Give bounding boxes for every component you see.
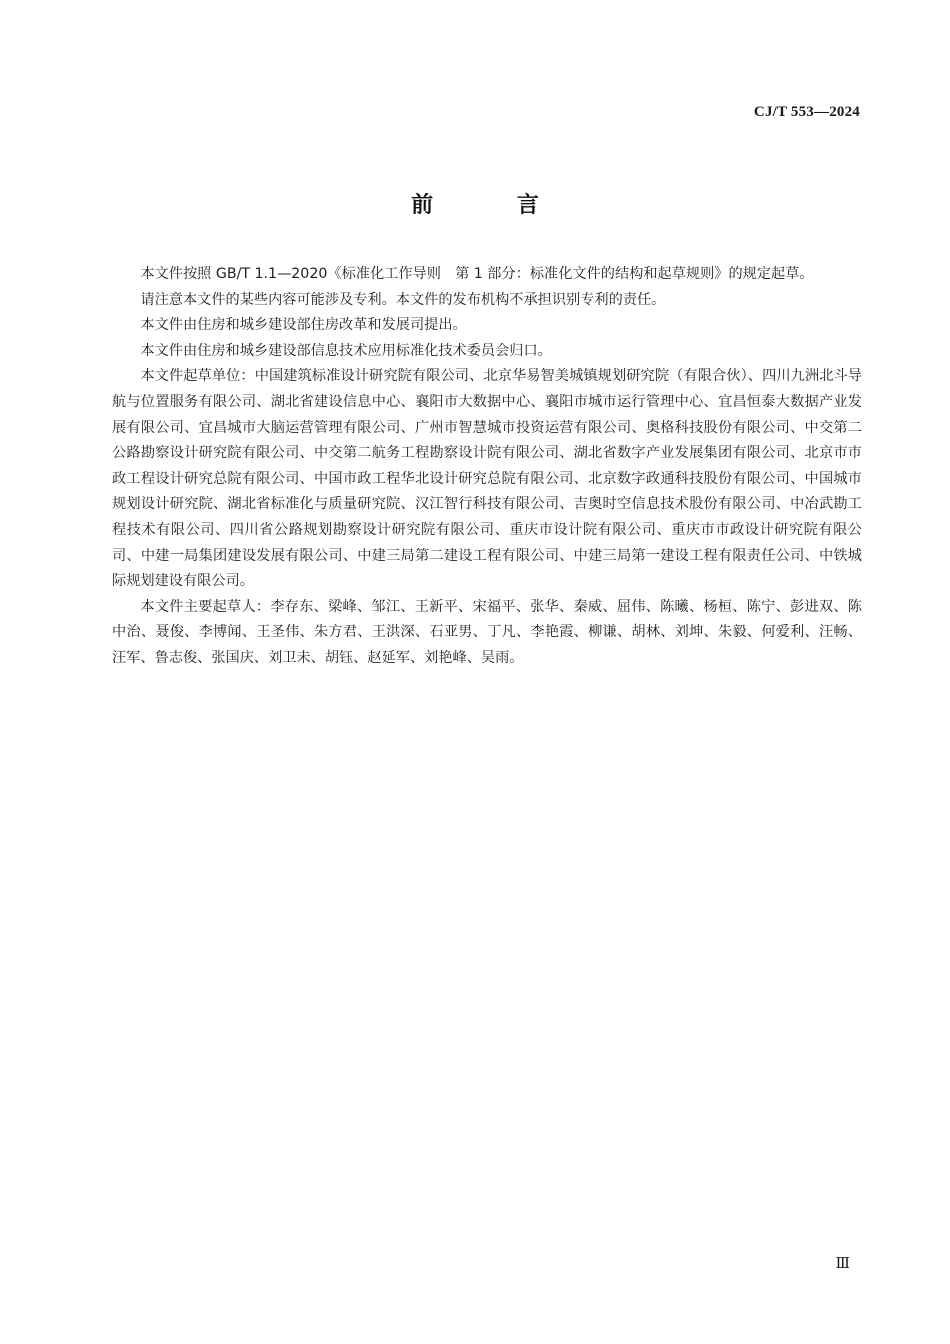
foreword-body [112, 262, 862, 672]
standard-code: CJ/T 553—2024 [753, 104, 860, 120]
paragraph-main-drafters: 本文件主要起草人：李存东、梁峰、邹江、王新平、宋福平、张华、秦威、屈伟、陈曦、杨桓、陈宁、彭进双、陈中治、聂俊、李博闻、王圣伟、朱方君、王洪深、石亚男、丁凡、李艳霞、柳谦、胡林、刘坤、朱毅、何爱利、汪畅、汪军、鲁志俊、张国庆、刘卫未、胡钰、赵延军、刘艳峰、吴雨。 [112, 598, 862, 666]
page-title: 前 言 [411, 193, 577, 218]
paragraph-drafting-units: 本文件起草单位：中国建筑标准设计研究院有限公司、北京华易智美城镇规划研究院（有限合伙）、四川九洲北斗导航与位置服务有限公司、湖北省建设信息中心、襄阳市大数据中心、襄阳市城市运行管理中心、宜昌恒泰大数据产业发展有限公司、宜昌城市大脑运营管理有限公司、广州市智慧城市投资运营有限公司、奥格科技股份有限公司、中交第二公路勘察设计研究院有限公司、中交第二航务工程勘察设计院有限公司、湖北省数字产业发展集团有限公司、北京市市政工程设计研究总院有限公司、中国市政工程华北设计研究总院有限公司、北京数字政通科技股份有限公司、中国城市规划设计研究院、湖北省标准化与质量研究院、汉江智行科技有限公司、吉奥时空信息技术股份有限公司、中冶武勘工程技术有限公司、四川省公路规划勘察设计研究院有限公司、重庆市设计院有限公司、重庆市市政设计研究院有限公司、中建一局集团建设发展有限公司、中建三局第二建设工程有限公司、中建三局第一建设工程有限责任公司、中铁城际规划建设有限公司。 [112, 368, 862, 590]
paragraph-centralized-by: 本文件由住房和城乡建设部信息技术应用标准化技术委员会归口。 [140, 342, 552, 359]
page-number: Ⅲ [835, 1256, 850, 1272]
paragraph-patent-notice: 请注意本文件的某些内容可能涉及专利。本文件的发布机构不承担识别专利的责任。 [140, 291, 666, 308]
paragraph-drafting-rules: 本文件按照 GB/T 1.1—2020《标准化工作导则 第 1 部分：标准化文件的结构和起草规则》的规定起草。 [140, 266, 814, 282]
paragraph-proposer: 本文件由住房和城乡建设部住房改革和发展司提出。 [140, 317, 467, 334]
